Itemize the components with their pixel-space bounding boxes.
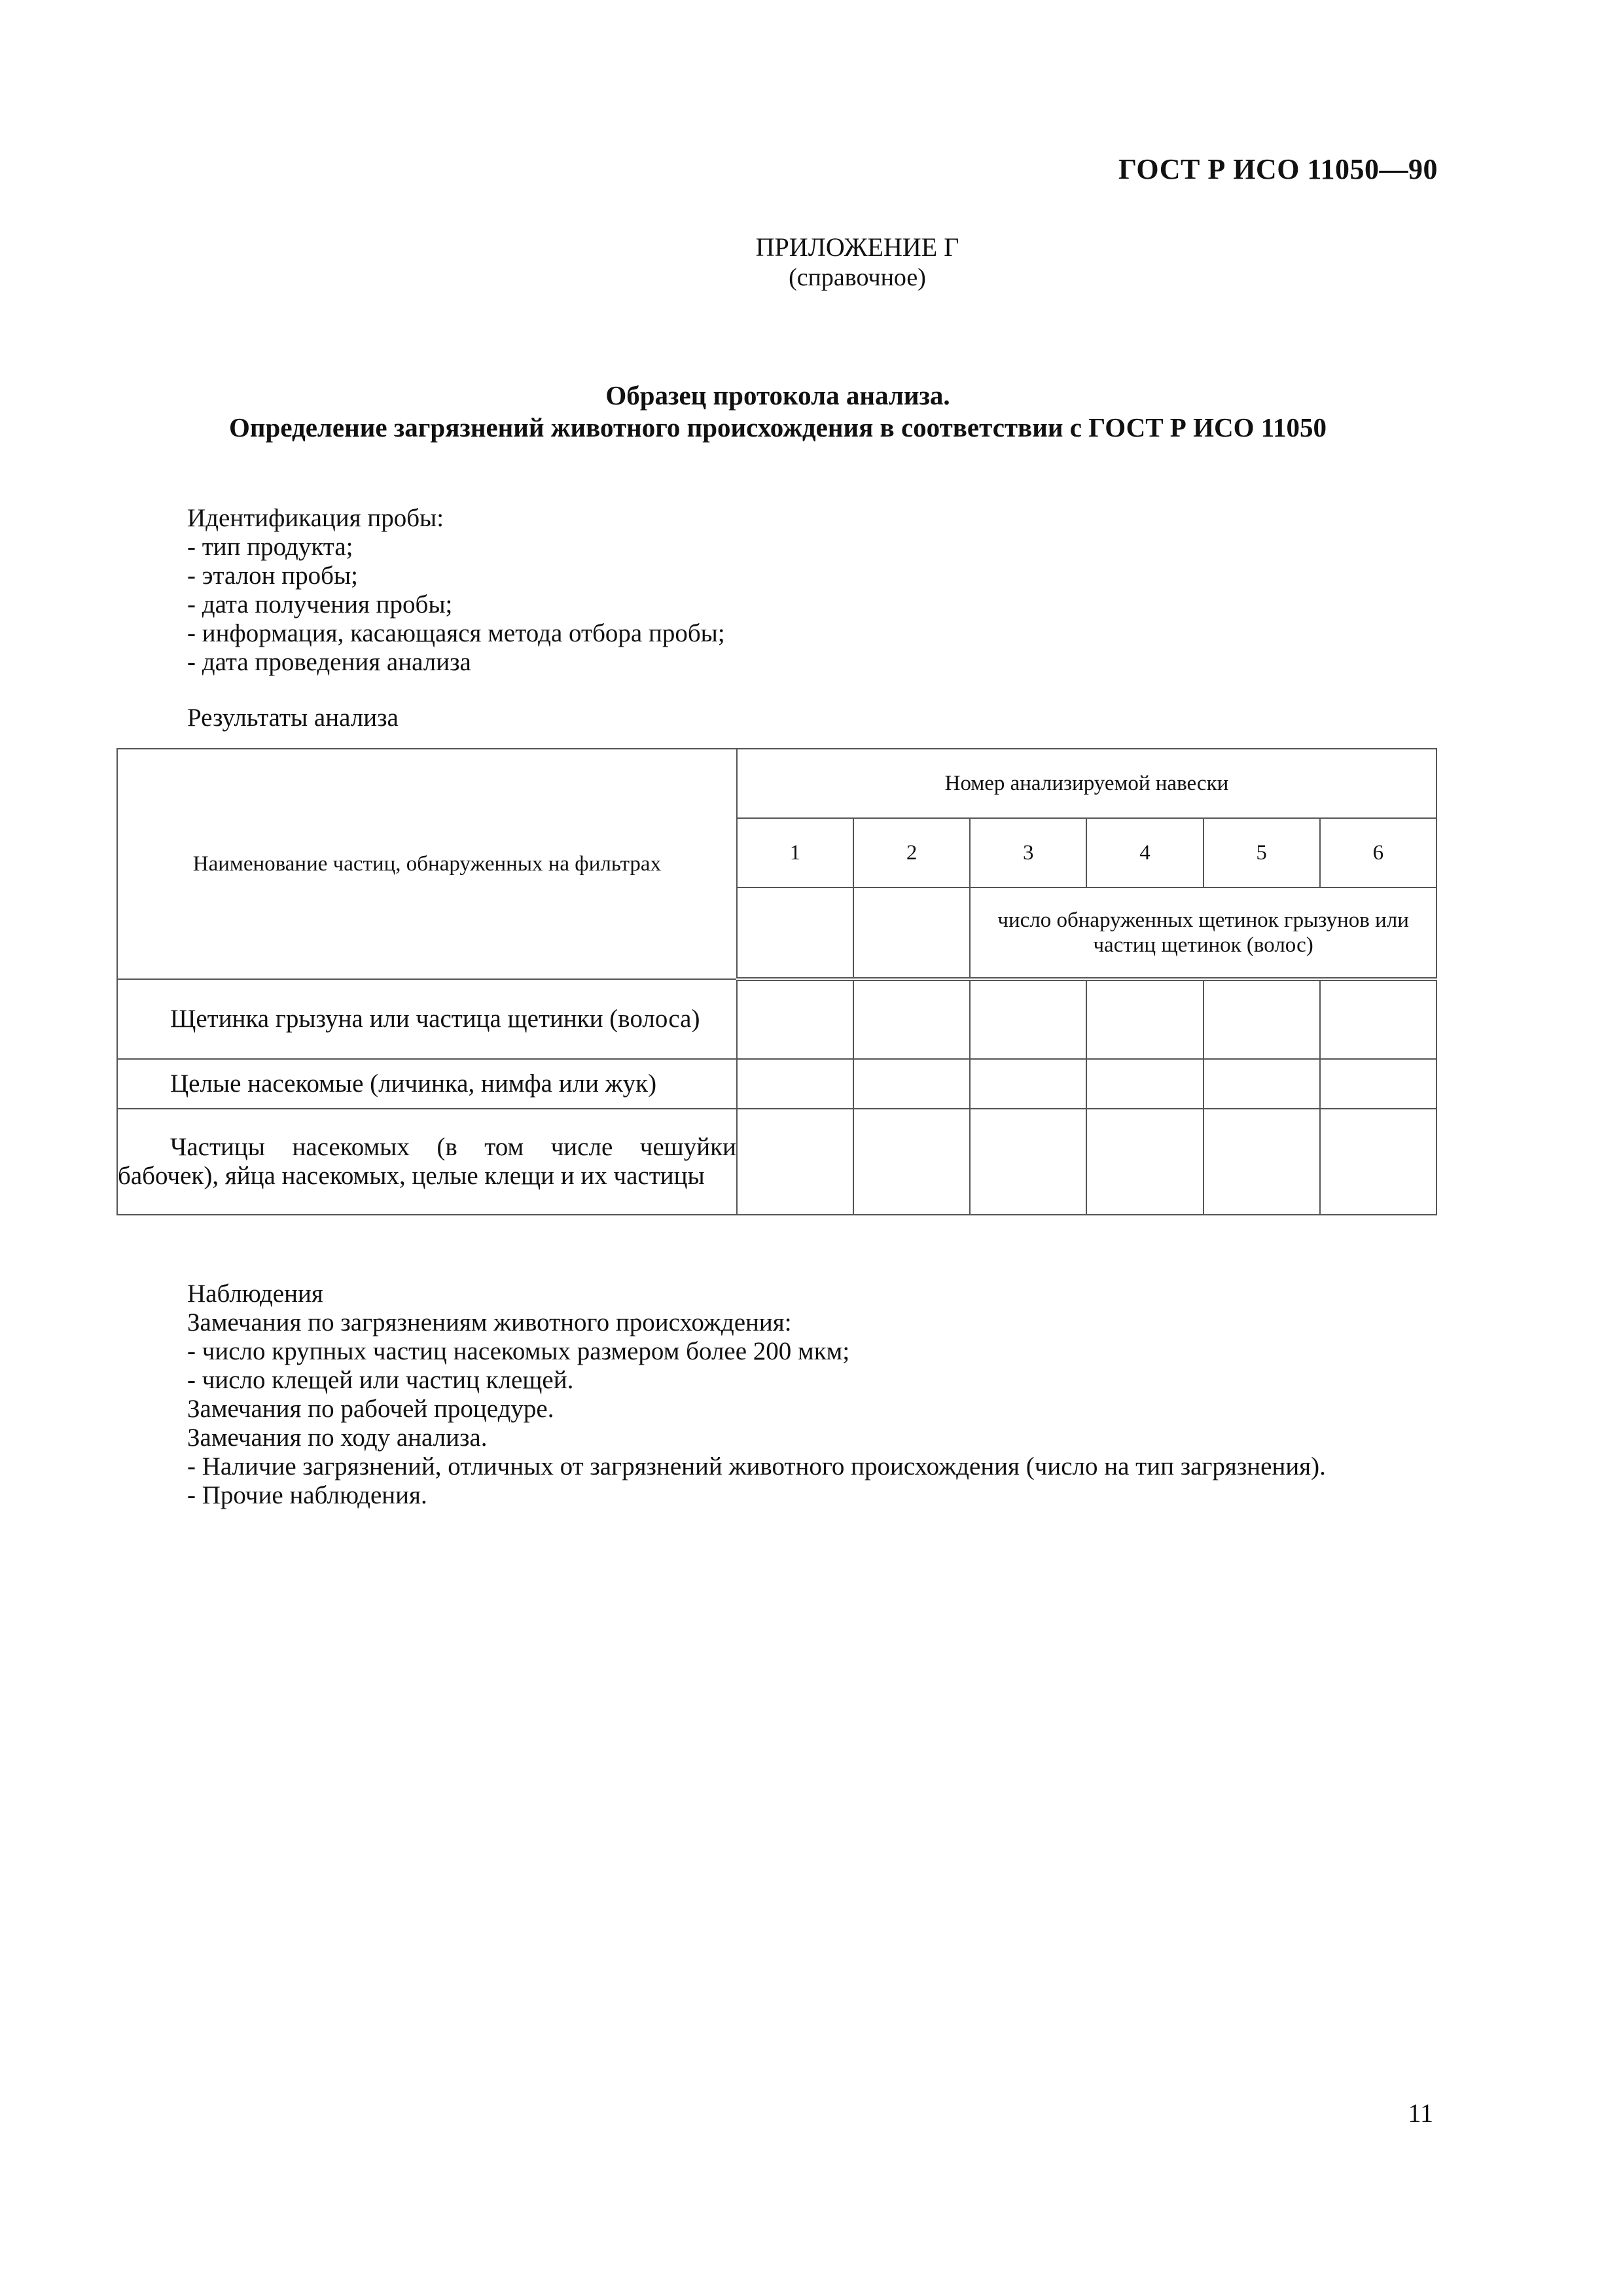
result-cell	[1086, 979, 1203, 1059]
sample-number-header: Номер анализируемой навески	[737, 749, 1436, 818]
result-cell	[737, 1059, 853, 1109]
table-row	[117, 1059, 1436, 1109]
result-cell	[737, 1109, 853, 1215]
unit-note: число обнаруженных щетинок грызунов или частиц щетинок (волос)	[970, 888, 1436, 979]
result-cell	[737, 979, 853, 1059]
result-cell	[1320, 1059, 1436, 1109]
result-cell	[853, 1059, 970, 1109]
observation-line: Замечания по рабочей процедуре.	[187, 1395, 554, 1423]
empty-cell	[737, 888, 853, 979]
result-cell	[1204, 1059, 1320, 1109]
identification-item: - тип продукта;	[187, 533, 353, 561]
result-cell	[853, 979, 970, 1059]
observation-line: - Наличие загрязнений, отличных от загрязнений животного происхождения (число на тип загрязнения).	[187, 1452, 1326, 1480]
table-row	[117, 1109, 1436, 1215]
result-cell	[970, 1059, 1086, 1109]
empty-cell	[853, 888, 970, 979]
identification-item: - эталон пробы;	[187, 562, 358, 590]
document-code: ГОСТ Р ИСО 11050—90	[1118, 153, 1438, 185]
identification-item: - информация, касающаяся метода отбора пробы;	[187, 619, 725, 647]
result-cell	[853, 1109, 970, 1215]
result-cell	[1086, 1059, 1203, 1109]
sample-number: 3	[970, 818, 1086, 888]
sample-number: 1	[737, 818, 853, 888]
document-title	[118, 380, 1438, 444]
results-table	[116, 748, 1437, 1215]
appendix-type: (справочное)	[789, 264, 926, 291]
result-cell	[1320, 979, 1436, 1059]
identification-item: - дата проведения анализа	[187, 648, 471, 676]
sample-number: 4	[1086, 818, 1203, 888]
observations	[187, 1280, 1326, 1510]
row-label: Частицы насекомых (в том числе чешуйки бабочек), яйца насекомых, целые клещи и их частицы	[117, 1109, 737, 1215]
result-cell	[1320, 1109, 1436, 1215]
result-cell	[1204, 1109, 1320, 1215]
observation-line: - Прочие наблюдения.	[187, 1481, 427, 1509]
result-cell	[970, 979, 1086, 1059]
appendix-heading	[0, 232, 1623, 293]
result-cell	[1086, 1109, 1203, 1215]
result-cell	[970, 1109, 1086, 1215]
particle-name-header: Наименование частиц, обнаруженных на фильтрах	[117, 749, 737, 979]
page-number: 11	[1408, 2098, 1433, 2128]
observation-line: Замечания по ходу анализа.	[187, 1424, 488, 1452]
table-header-row	[117, 749, 1436, 818]
row-label: Целые насекомые (личинка, нимфа или жук)	[117, 1059, 737, 1109]
observation-line: Наблюдения	[187, 1280, 323, 1308]
sample-identification	[187, 504, 725, 677]
title-line-1: Образец протокола анализа.	[605, 380, 950, 410]
observation-line: - число клещей или частиц клещей.	[187, 1366, 574, 1394]
results-label: Результаты анализа	[187, 704, 399, 732]
row-label: Щетинка грызуна или частица щетинки (волоса)	[117, 979, 737, 1059]
sample-number: 6	[1320, 818, 1436, 888]
observation-line: Замечания по загрязнениям животного происхождения:	[187, 1308, 792, 1336]
identification-heading: Идентификация пробы:	[187, 504, 444, 532]
observation-line: - число крупных частиц насекомых размером более 200 мкм;	[187, 1337, 850, 1365]
sample-number: 5	[1204, 818, 1320, 888]
table-row	[117, 979, 1436, 1059]
title-line-2: Определение загрязнений животного происхождения в соответствии с ГОСТ Р ИСО 11050	[229, 412, 1327, 442]
appendix-label: ПРИЛОЖЕНИЕ Г	[755, 232, 959, 262]
sample-number: 2	[853, 818, 970, 888]
result-cell	[1204, 979, 1320, 1059]
identification-item: - дата получения пробы;	[187, 590, 453, 619]
